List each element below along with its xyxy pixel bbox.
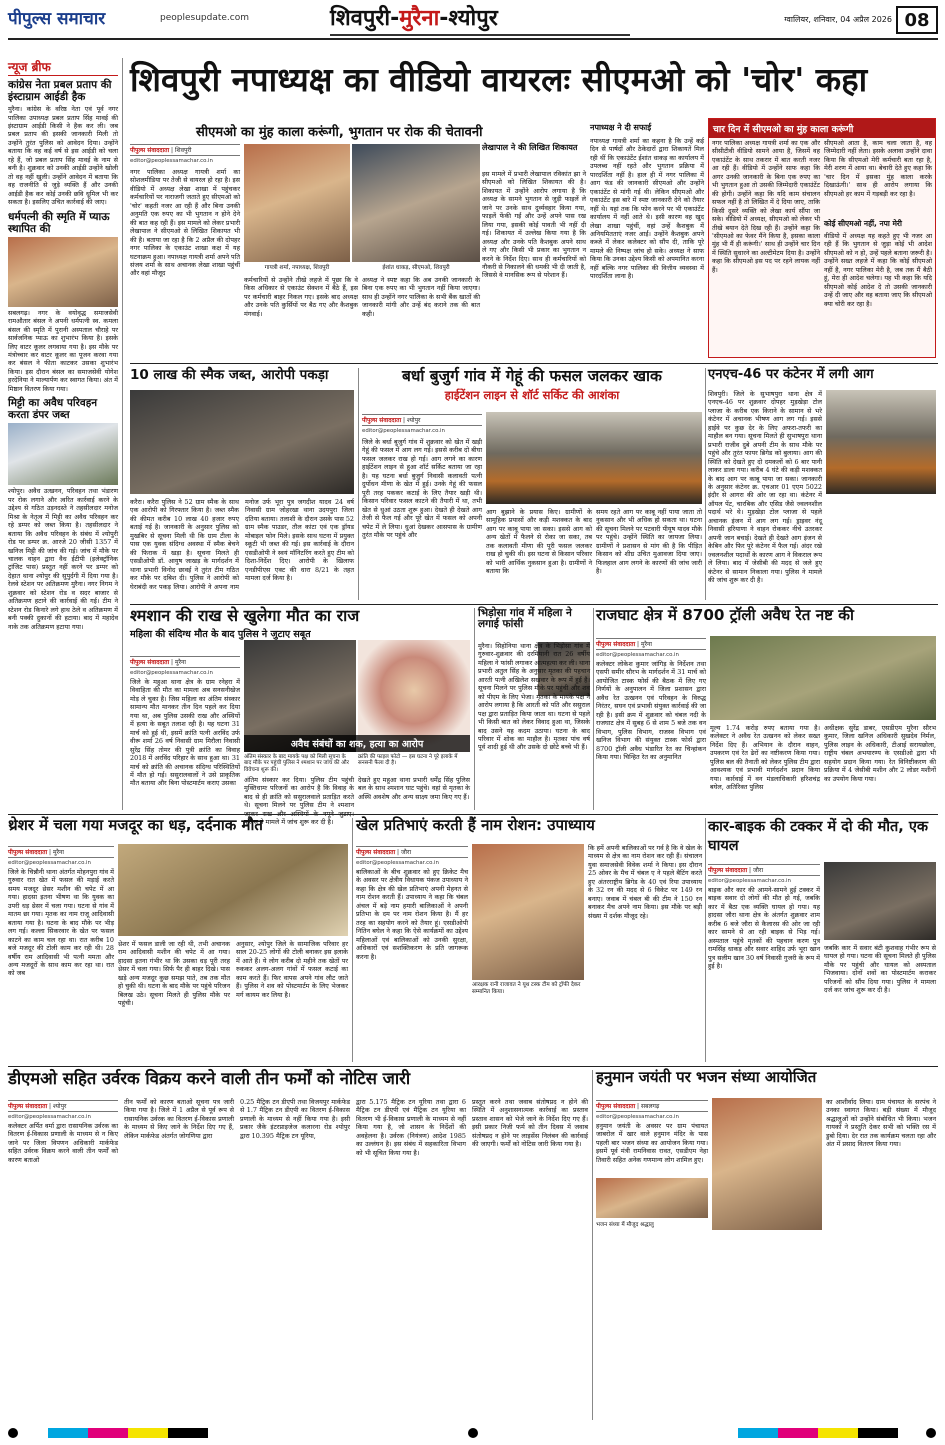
brief-headline: मिट्टी का अवैध परिवहन करता डंपर जब्त	[8, 397, 98, 422]
accident-byline-block: पीपुल्स संवाददाता | जौरा editor@peoplessamachar.co.in	[708, 862, 820, 884]
fire-col2: आग बुझाने के प्रयास किए। ग्रामीणों के सामूहिक प्रयासों और कड़ी मशक्कत के बाद आग पर काबू पाया जा सका। इससे आग को अन्य खेतों में फैलने से रोका जा सका, तब तक कलावती मीणा की पूरी फसल जलकर राख हो चुकी थी। इस घटना से किसान परिवार को भारी आर्थिक नुकसान हुआ है। ग्रामीणों ने बताया कि	[486, 508, 592, 576]
lead-sidebar-box	[708, 118, 936, 358]
fire-subheadline: हाईटेंशन लाइन से शॉर्ट सर्किट की आशंका	[444, 388, 620, 403]
hanging-headline: भिड़ोसा गांव में महिला ने लगाई फांसी	[478, 607, 572, 631]
accident-photo	[824, 862, 936, 940]
lead-box-col1: नगर पालिका अध्यक्ष गायत्री शर्मा का एक और सीसीटीवी वीडियो सामने आया है, जिसमें वह एकाउंटेंट के साथ तकरार में बात करती नजर आ रही हैं। वीडियो में उन्होंने साफ कहा कि अगर उनकी जानकारी के बिना एक रुपए का भी भुगतान हुआ तो उसकी जिम्मेदारी एकाउंटेंट की होगी। उन्होंने कहा कि यदि काम संचालन सफल नहीं है तो लिखित में दे दिया जाए, ताकि किसी दूसरे व्यक्ति को लेखा कार्य सौंपा जा सके। वीडियो में अध्यक्ष, सीएमओ को लेकर भी तीखे बयान देते दिख रही हैं। उन्होंने कहा कि 'सीएमओ का फेवर मैंने किया है, इसका काला मुंह भी मैं ही करूंगी।' साथ ही उन्होंने चार दिन में स्थिति सुधारने का अल्टीमेटम दिया है। उन्होंने कहा कि सीएमओ इस पद पर रहने लायक नहीं हैं।	[712, 139, 820, 274]
brief-photo-dumper	[8, 423, 118, 485]
section-title-right: -श्योपुर	[439, 6, 498, 31]
sand-col2: मूल्य 1.74 करोड़ रुपए बताया गया है। कलेक्टर ने अवैध रेत उत्खनन को लेकर सख्त निर्देश दिए हैं। अभियान के दौरान वाहन, उपकरण एवं रेत ढेरों का नष्टीकरण किया गया। पुलिस बल की तैनाती को लेकर पुलिस टीम द्वारा आवश्यक एवं प्रभावी मार्गदर्शन प्रदान किया गया। कार्रवाई में वन मंडलाधिकारी हरिशचंद्र बघेल, अतिरिक्त पुलिस	[710, 724, 820, 792]
sand-story	[596, 608, 936, 810]
notice-story	[8, 1070, 588, 1420]
registration-mark	[468, 1428, 478, 1438]
accident-col1: बाइक और कार की आमने-सामने हुई टक्कर में बाइक सवार दो लोगों की मौत हो गई, जबकि कार में बैठा एक व्यक्ति घायल हो गया। यह हादसा जौरा थाना क्षेत्र के अंतर्गत शुक्रवार शाम करीब 6 बजे जौरा से कैलारस की ओर जा रही कार सामने से आ रही बाइक से भिड़ गई। अस्पताल पहुंचे मृतकों की पहचान करण पुत्र रामसिंह धाकड़ और सवार शाहिद उर्फ भूरा खान पुत्र सलीम खान 30 वर्ष निवासी गुजरी के रूप में हुई है।	[708, 886, 820, 971]
fire-headline: बर्धा बुजुर्ग गांव में गेहूं की फसल जलकर खाक	[402, 367, 662, 385]
bhajan-photo	[596, 1178, 708, 1218]
sand-email[interactable]: editor@peoplessamachar.co.in	[596, 652, 679, 658]
notice-byline: पीपुल्स संवाददाता	[8, 1103, 48, 1110]
container-headline: एनएच-46 पर कंटेनर में लगी आग	[708, 367, 874, 382]
masthead	[0, 0, 945, 56]
smack-photo	[130, 390, 354, 494]
sidebar-divider	[122, 58, 123, 810]
color-swatch-cyan	[48, 1428, 88, 1438]
thresher-col2: थ्रेशर में फसल डाली जा रही थी, तभी अचानक राम आदिवासी मशीन की चपेट में आ गया। हादसा इतना गंभीर था कि उसका धड़ पूरी तरह थ्रेसर में चला गया। सिर्फ पैर ही बाहर दिखे। पास खड़े अन्य मजदूर कुछ समझ पाते, तब तक मौत हो चुकी थी। घटना के बाद मौके पर पहुंचे परिजन बिलख उठे। सूचना मिलते ही पुलिस मौके पर पहुंची।	[118, 940, 230, 1008]
sports-photo	[472, 844, 584, 980]
divider	[593, 608, 594, 810]
row4-bottom-rule	[8, 1066, 938, 1067]
bhajan-photo-large	[712, 1098, 822, 1230]
sports-byline-block: पीपुल्स संवाददाता | जौरा editor@peoplessamachar.co.in	[356, 844, 468, 866]
lead-photo1-caption: गायत्री शर्मा, नपाध्यक्ष, शिवपुरी	[264, 265, 330, 271]
lead-col3: अध्यक्ष ने स्पष्ट कहा कि अब उनकी जानकारी के बिना एक रुपए का भी भुगतान नहीं किया जाएगा। साथ ही उन्होंने नगर पालिका के सभी बैंक खातों की जानकारी मांगी और उन्हें बंद कराने तक की बात कही।	[362, 276, 480, 318]
lead-dateline: शिवपुरी	[174, 147, 192, 154]
lead-bottom-rule	[130, 363, 938, 364]
lead-headline: शिवपुरी नपाध्यक्ष का वीडियो वायरलः सीएमओ को 'चोर' कहा	[130, 60, 868, 99]
cremation-dateline: मुरैना	[174, 659, 186, 666]
sports-photo-caption: आरक्षक रानी राजावत ने यूथ टस्क टीम को ट्रॉफी देकर सम्मानित किया।	[472, 982, 581, 995]
sports-dateline: जौरा	[400, 849, 411, 856]
cremation-email[interactable]: editor@peoplessamachar.co.in	[130, 670, 213, 676]
lead-subheadline: सीएमओ का मुंह काला करूंगी, भुगतान पर रोक की चेतावनी	[196, 125, 483, 140]
bhajan-col2: का आशीर्वाद लिया। ग्राम पंचायत के सरपंच ने उनका स्वागत किया। बड़ी संख्या में मौजूद श्रद्धालुओं को उन्होंने संबोधित भी किया। भजन गायकों ने प्रस्तुति देकर सभी को भक्ति रस में डुबो दिया। देर रात तक कार्यक्रम चलता रहा और अंत में प्रसाद वितरण किया गया।	[826, 1098, 936, 1149]
fire-dateline: श्योपुर	[406, 417, 421, 424]
thresher-col3: अनुसार, श्योपुर जिले के सामाजिक परिवार हर साल 20-25 लोगों की टोली बनाकर इस इलाके में आते हैं। ये लोग करीब दो महीने तक खेतों पर रुककर अलग-अलग गांवों में फसल कटाई का काम करते हैं। फिर वापस अपने गांव लौट जाते हैं। पुलिस ने शव को पोस्टमार्टम के लिए भेजकर मर्ग कायम कर लिया है।	[236, 940, 348, 999]
cremation-byline-block: पीपुल्स संवाददाता | मुरैना editor@peoplessamachar.co.in	[130, 654, 240, 676]
thresher-story	[8, 818, 348, 1062]
cremation-headline: श्मशान की राख से खुलेगा मौत का राज	[130, 606, 360, 625]
divider	[474, 608, 475, 810]
dateline: ग्वालियर, शनिवार, 04 अप्रैल 2026	[784, 15, 892, 24]
lead-photo2-caption: ईशांत धाकड़, सीएमओ, शिवपुरी	[382, 265, 450, 271]
thresher-byline: पीपुल्स संवाददाता	[8, 849, 48, 856]
bhajan-story	[596, 1070, 936, 1420]
row2-bottom-rule	[130, 604, 938, 605]
notice-col4: द्वारा 5.175 मैट्रिक टन यूरिया तथा द्वारा 6 मैट्रिक टन डीएपी एवं मैट्रिक टन यूरिया का वितरण भी ई-विकास प्रणाली के माध्यम से नहीं किया गया है, जो शासन के निर्देशों की अवहेलना है। उर्वरक (नियंत्रण) आदेश 1985 का उल्लंघन है। इस संबंध में सहकारिता विभाग को भी सूचित किया गया है।	[356, 1098, 466, 1157]
bhajan-col1: हनुमान जयंती के अवसर पर ग्राम पंचायत जाबरोल में खार वाले हनुमान मंदिर के पास पहली बार भजन संध्या का आयोजन किया गया। इसमें पूर्व मंत्री रामनिवास रावत, एसडीएम नेहा तिवारी सहित अनेक गणमान्य लोग शामिल हुए।	[596, 1122, 708, 1164]
divider	[352, 818, 353, 1062]
container-body: शिवपुरी। जिले के सुभाषपुरा थाना क्षेत्र में एनएच-46 पर शुक्रवार दोपहर मुड़खेड़ा टोल प्लाजा के करीब एक किराने के सामान से भरे कंटेनर में अचानक भीषण आग लग गई। इससे हाईवे पर कुछ देर के लिए अफरा-तफरी का माहौल बन गया। सूचना मिलते ही सुभाषपुरा थाना प्रभारी राजीव दुबे अपनी टीम के साथ मौके पर पहुंचे और तुरंत फायर ब्रिगेड को बुलाया। आग की स्थिति को देखते हुए दो दमकलों को 6 बार पानी लाकर डाला गया। करीब 4 घंटे की कड़ी मशक्कत के बाद आग पर काबू पाया जा सका। जानकारी के अनुसार कंटेनर क्र. एचआर 01 एएम 5022 इंदौर से आगरा की ओर जा रहा था। कंटेनर में ऑयल पेंट, चारबिक और एसिड जैसे ज्वलनशील पदार्थ भरे थे। मुड़खेड़ा टोल प्लाजा से पहले अचानक इंजन में आग लग गई। ड्राइवर नंदू निवासी हरियाणा ने वाहन रोककर नीचे उतरकर अपनी जान बचाई। देखते ही देखते आग इंजन से केबिन और फिर पूरे कंटेनर में फैल गई। अंदर रखे ज्वलनशील पदार्थों के कारण आग ने विकराल रूप ले लिया। बाद में जेसीबी की मदद से जले हुए कंटेनर से सामान निकाला गया। पुलिस ने मामले की जांच शुरू कर दी है।	[708, 390, 822, 584]
registration-mark	[8, 1428, 18, 1438]
section-title-mid: मुरैना	[399, 6, 440, 31]
notice-dateline: श्योपुर	[52, 1103, 67, 1110]
sand-col1: कलेक्टर लोकेश कुमार जांगिड़ के निर्देशन तथा एसपी समीर सौरभ के मार्गदर्शन में 31 मार्च को आयोजित टास्क फोर्स की बैठक में लिए गए निर्णयों के अनुपालन में जिला प्रशासन द्वारा अवैध रेत उत्खनन एवं परिवहन के विरुद्ध निरंतर, सघन एवं प्रभावी संयुक्त कार्रवाई की जा रही है। इसी क्रम में शुक्रवार को चंबल नदी के राजघाट क्षेत्र में सुबह 6 से शाम 5 बजे तक वन विभाग, पुलिस विभाग, राजस्व विभाग एवं खनिज विभाग की संयुक्त टास्क फोर्स द्वारा 8700 ट्रॉली अवैध भंडारित रेत का चिन्हांकन किया गया। चिन्हित रेत का अनुमानित	[596, 660, 706, 761]
accident-headline: कार-बाइक की टक्कर में दो की मौत, एक घायल	[708, 819, 929, 854]
brief-headline: धर्मपत्नी की स्मृति में प्याऊ स्थापित की	[8, 210, 110, 235]
bhajan-photo-caption: भजन संध्या में मौजूद श्रद्धालु	[596, 1222, 654, 1228]
registration-mark	[926, 1428, 936, 1438]
smack-story	[130, 368, 354, 600]
masthead-website[interactable]: peoplesupdate.com	[160, 13, 249, 23]
notice-col2: तीन फर्मों को कारण बताओ सूचना पत्र जारी किया गया है। जिले में 1 अप्रैल से पूर्व रूप से रासायनिक उर्वरक का वितरण ई-विकास प्रणाली के माध्यम से किए जाने के निर्देश दिए गए हैं, लेकिन मार्कफेड अंतर्गत जोगणिया द्वारा	[124, 1098, 234, 1140]
smack-headline: 10 लाख की स्मैक जब्त, आरोपी पकड़ा	[130, 367, 329, 383]
accident-email[interactable]: editor@peoplessamachar.co.in	[708, 878, 791, 884]
thresher-byline-block: पीपुल्स संवाददाता | मुरैना editor@peoplessamachar.co.in	[8, 844, 114, 866]
fire-byline: पीपुल्स संवाददाता	[362, 417, 402, 424]
cremation-photo-overlay: अवैध संबंधों का शक, हत्या का आरोप	[244, 735, 470, 752]
lead-col2: कर्मचारियों से उन्होंने तीखे लहजे में पूछा कि वे किस अधिकार से एकाउंट सेक्शन में बैठे हैं, इस पर कर्मचारी बाहर निकल गए। इसके बाद अध्यक्ष और उनके पति कुर्सियों पर बैठ गए और कैशबुक मंगवाई।	[244, 276, 358, 318]
brief-body: श्योपुर। अवैध उत्खनन, परिवहन तथा भंडारण पर रोक लगाने और त्वरित कार्रवाई करने के उद्देश्य से गठित उड़नदस्ते ने तहसीलदार मनोज मिश्रा के नेतृत्व में मिट्टी का अवैध परिवहन कर रहे डम्पर को जब्त किया है। तहसीलदार ने बताया कि अवैध परिवहन के संबंध में श्योपुरी रोड पर डम्पर क्र. आरजे 20 जीसी 1357 में खनिज मिट्टी की जांच की गई। जांच में मौके पर चालक वाहन द्वारा वैध ईटीपी (इलेक्ट्रॉनिक ट्रांजिट पास) प्रस्तुत नहीं करने पर डम्पर को देहात थाना श्योपुर की सुपुर्दगी में दिया गया है। रेलवे स्टेशन पर अतिक्रमण मुरैना। नगर निगम ने शुक्रवार को स्टेशन रोड व सदर बाजार से अतिक्रमण हटाने की कार्रवाई की गई। टीम ने स्टेशन रोड किनारे लगे हाथ ठेले व अतिक्रमण में बनी पक्की दुकानों की हटाया। बाद में महादेव नाके तक अतिक्रमण हटाया गया।	[8, 487, 118, 631]
sports-headline: खेल प्रतिभाएं करती हैं नाम रोशन: उपाध्याय	[356, 816, 595, 834]
divider	[358, 368, 359, 600]
bhajan-email[interactable]: editor@peoplessamachar.co.in	[596, 1114, 679, 1120]
color-swatch-cyan	[738, 1428, 778, 1438]
cremation-col2: अंतिम संस्कार कर दिया। पुलिस टीम पहुंची मुक्तिधामः परिजनों का आरोप है कि विवाह के बाद से ही क्रांति को ससुरालवाले प्रताड़ित करते थे। सूचना मिलने पर पुलिस टीम ने श्मशान पुलिस ने मामले में जांच शुरू कर दी है।	[244, 776, 354, 827]
notice-headline: डीएमओ सहित उर्वरक विक्रय करने वाली तीन फर्मों को नोटिस जारी	[8, 1069, 411, 1088]
sand-byline: पीपुल्स संवाददाता	[596, 641, 636, 648]
sand-byline-block: पीपुल्स संवाददाता | मुरैना editor@peoplessamachar.co.in	[596, 636, 706, 658]
sand-photo	[710, 636, 936, 720]
row3-bottom-rule	[8, 814, 938, 815]
lead-box-col2: सीएमओ आता है, काम चला जाता है, वह जिम्मेदारी नहीं लेता। इसके अलावा उन्होंने दावा किया कि सीएमओ मेरी कर्मचारी बता रहा है, मेरी शरण में आया था। बेचारी देते हुए कहा कि 'चार दिन में इसका मुंह काला करके दिखाऊंगी।' साथ ही आरोप लगाया कि सीएमओ हर काम में गड़बड़ी कर रहा है।	[824, 139, 932, 198]
thresher-headline: थ्रेशर में चला गया मजदूर का धड़, दर्दनाक मौत	[8, 816, 263, 834]
smack-body: करैरा। करैरा पुलिस ने 52 ग्राम स्मैक के साथ एक आरोपी को गिरफ्तार किया है। जब्त स्मैक की कीमत करीब 10 लाख 40 हजार रुपए बताई गई है। जानकारी के अनुसार पुलिस को मुखबिर से सूचना मिली थी कि ग्राम टीला के पास एक युवक संदिग्ध अवस्था में स्मैक बेचने की फिराक में खड़ा है। सूचना मिलते ही एसडीओपी डॉ. आयुष जाखड़ के मार्गदर्शन में थाना प्रभारी विनोद छावई ने तुरंत टीम गठित कर मौके पर दबिश दी। पुलिस ने आरोपी को घेराबंदी कर पकड़ लिया। आरोपी ने अपना नाम मनोज उर्फ भूरा पुत्र जगदीश यादव 24 वर्ष निवासी ग्राम जोहरखा थाना उदयपुरा जिला दतिया बताया। तलाशी के दौरान उसके पास 52 ग्राम स्मैक पाउडर, तौल कांटा एवं एक ड्रॉयड मोबाइल फोन मिले। इसके साथ घटना में प्रयुक्त स्कूटी भी जब्त की गई। इस कार्रवाई के दौरान एसडीओपी ने स्वयं मॉनिटरिंग करते हुए टीम को दिशा-निर्देश दिए। आरोपी के खिलाफ एनडीपीएस एक्ट की धारा 8/21 के तहत मामला दर्ज किया है।	[130, 498, 354, 591]
thresher-col1: जिले के चिन्नौनी थाना अंतर्गत मोहनपुरा गांव में गुरुवार रात खेत में फसल की मड़ाई करते समय मजदूर थ्रेसर मशीन की चपेट में आ गया। हादसा इतना भीषण था कि युवक का उपरी धड़ थ्रेसर में चला गया। घटना से गांव में मातम छा गया। मृतक का नाम राजू आदिवासी बताया गया है। घटना के बाद मौके पर भीड़ लग गई। कल्ला सिकरवार के खेत पर फसल काटने का काम चल रहा था। रात करीब 10 बजे मजदूर की टोली काम कर रही थी। 28 वर्षीय राम आदिवासी भी पत्नी ममता और अन्य मजदूरों के साथ काम कर रहा था। रात को जब	[8, 868, 114, 978]
sports-col2: कि हमें अपनी बालिकाओं पर गर्व है कि वे खेल के माध्यम से क्षेत्र का नाम रोशन कर रही हैं। संचालन युवा समाजसेवी विवेक शर्मा ने किया। इस दौरान 25 ओवर के मैच में चंबल ए ने पहले बैटिंग करते हुए अंतरराष्ट्रीय ब्रिगेड के 40 एवं रिया उपाध्याय के 32 रन की मदद से 6 विकेट पर 149 रन बनाए। जवाब में चंबल बी की टीम ने 150 रन बनाकर मैच अपने नाम किया। इस मौके पर बड़ी संख्या में दर्शक मौजूद रहे।	[588, 844, 702, 920]
lead-byline: पीपुल्स संवाददाता	[130, 147, 170, 154]
section-title	[330, 2, 630, 36]
lead-box-col3: वीडियो में अध्यक्ष यह कहते हुए भी नजर आ रही हैं कि भुगतान से जुड़ा कोई भी आदेश सीएमओ को न हो, उन्हें पहले बताना जरूरी है। उन्होंने सख्त लहजे में कहा कि कोई सीएमओ नहीं है, नगर पालिका मेरी है, जब तक मैं बैठी हूं, मेरा ही आदेश चलेगा। यह भी कहा कि यदि सीएमओ कोई आदेश दे तो उसकी जानकारी उन्हें दी जाए और वह बताया जाए कि सीएमओ क्या चोरी कर रहा है।	[824, 232, 932, 308]
hanging-body: मुरैना। सिहोनिया थाना क्षेत्र के भिड़ोसा गांव में गुरुवार-शुक्रवार की दरमियानी रात 26 वर्षीय महिला ने फांसी लगाकर आत्महत्या कर ली। थाना प्रभारी अतुल सिंह के अनुसार मृतका की पहचान आरती पत्नी अखिलेश सखवार के रूप में हुई है। सूचना मिलने पर पुलिस मौके पर पहुंची और शव को पीएम के लिए भेजा। मृतका के मायके पक्ष ने आरोप लगाया है कि आरती को पति और ससुराल पक्ष द्वारा प्रताड़ित किया जाता था। घटना से पहले भी किसी बात को लेकर विवाद हुआ था, जिसके बाद उसने यह कदम उठाया। घटना के बाद परिवार में शोक का माहौल है। मृतका पांच वर्ष पूर्व शादी हुई थी और उसके दो छोटे बच्चे भी हैं।	[478, 642, 590, 752]
lead-col4: इस मामले में प्रभारी लेखापाल रविकांत झा ने सीएमओ को लिखित शिकायत की है। शिकायत में उन्होंने आरोप लगाया है कि अध्यक्ष के सामने भुगतान से जुड़ी फाइलें ले जाने पर उनके साथ दुर्व्यवहार किया गया, फाइलें फेंकी गईं और उन्हें अपने पास रख लिया गया, इसकी कोई पावती भी नहीं दी गई। शिकायत में उल्लेख किया गया है कि अध्यक्ष और उनके पति कैशबुक अपने साथ ले गए और किसी भी प्रकार का भुगतान न करने के निर्देश दिए। साथ ही कर्मचारियों को नौकरी से निकालने की धमकी भी दी जाती है, जिससे वे मानसिक रूप से परेशान हैं।	[482, 170, 586, 280]
notice-byline-block: पीपुल्स संवाददाता | श्योपुर editor@peoplessamachar.co.in	[8, 1098, 118, 1120]
masthead-logo: पीपुल्स समाचार	[8, 9, 106, 29]
fire-col1: जिले के बर्धा बुजुर्ग गांव में शुक्रवार को खेत में खड़ी गेहूं की फसल में आग लग गई। इससे करीब दो बीघा फसल जलकर राख हो गई। आग लगने का कारण हाईटेंशन लाइन से हुआ शॉर्ट सर्किट बताया जा रहा है। यह घटना बर्धा बुजुर्ग निवासी कलावती पत्नी दुर्योधन मीणा के खेत में हुई। उनके गेहूं की फसल पूरी तरह पककर कटाई के लिए तैयार खड़ी थी। किसान परिवार फसल काटने की तैयारी में था, तभी खेत से धुआं उठता शुरू हुआ। देखते ही देखते आग तेजी से फैल गई और पूरे खेत में फसल को अपनी चपेट में ले लिया। धुआं देखकर आसपास के ग्रामीण तुरंत मौके पर पहुंचे और	[362, 438, 482, 539]
cremation-story	[130, 606, 470, 827]
brief-headline: कांग्रेस नेता प्रबल प्रताप की इंस्टाग्राम आईडी हैक	[8, 79, 112, 104]
lead-box-headline: चार दिन में सीएमओ का मुंह काला करूंगी	[709, 119, 935, 138]
notice-col5: प्रस्तुत करने तथा जवाब संतोषप्रद न होने की स्थिति में अनुशासनात्मक कार्रवाई का प्रस्ताव प्रस्ताव शासन को भेजे जाने के निर्देश दिए गए हैं। इसी प्रकार निजी फर्म को तीन दिवस में जवाब संतोषप्रद न होने पर लाइसेंस निलंबन की कार्रवाई की जाएगी। फर्मों को नोटिस जारी किया गया है।	[472, 1098, 588, 1149]
color-swatch-black	[168, 1428, 208, 1438]
cremation-col1: जिले के महुआ थाना क्षेत्र के ग्राम रनेहरा में विवाहिता की मौत का मामला अब सनसनीखेज मोड़ ले चुका है। जिस महिला का अंतिम संस्कार सामान्य मौत मानकर तीन दिन पहले कर दिया गया था, अब पुलिस उसकी राख और अस्थियों में हत्या के सबूत तलाश रही है। यह घटना 31 मार्च को हुई थी, इसमें क्रांति पत्नी अरविंद उर्फ वीरू शर्मा 26 वर्ष निवासी ग्राम मिरौला निवासी सुरेंद्र सिंह तोमर की पुत्री क्रांति का विवाह 2018 में अरविंद परिहार के साथ हुआ था। 31 मार्च को क्रांति की अचानक संदिग्ध परिस्थितियों में मौत हो गई। ससुरालवालों ने उसे प्राकृतिक मौत बताया और बिना पोस्टमार्टम कराए उसका	[130, 678, 240, 788]
lead-photo-president	[244, 144, 350, 262]
sand-headline: राजघाट क्षेत्र में 8700 ट्रॉली अवैध रेत नष्ट की	[596, 606, 854, 624]
masthead-rule	[8, 38, 938, 40]
hanging-story	[478, 608, 590, 810]
bhajan-headline: हनुमान जयंती पर भजन संध्या आयोजित	[596, 1068, 817, 1086]
newsbrief-label: न्यूज ब्रीफ	[8, 58, 118, 76]
lead-sub2-headline: लेखापाल ने की लिखित शिकायत	[482, 143, 578, 152]
accident-col2: जबकि कार में सवार बंटी कुशवाह गंभीर रूप से घायल हो गया। घटना की सूचना मिलते ही पुलिस मौके पर पहुंची और घायल को अस्पताल भिजवाया। दोनों शवों का पोस्टमार्टम कराकर परिजनों को सौंप दिया गया। पुलिस ने मामला दर्ज कर जांच शुरू कर दी है।	[824, 944, 936, 995]
cremation-subheadline: महिला की संदिग्ध मौत के बाद पुलिस ने जुटाए सबूत	[130, 628, 311, 640]
lead-col1: नगर पालिका अध्यक्ष गायत्री शर्मा का सोशलमीडिया पर तेजी से वायरल हो रहा है। इस वीडियो में अध्यक्ष लेखा शाखा में पहुंचकर कर्मचारियों पर नाराजगी जताते हुए सीएमओ को 'चोर' कहती नजर आ रही हैं और बिना उनकी अनुमति एक रुपए का भी भुगतान न होने देने की बात कह रही हैं। इस मामले को लेकर प्रभारी लेखापाल ने सीएमओ से लिखित शिकायत भी की है। बताया जा रहा है कि 2 अप्रैल की दोपहर नगर पालिका के एकाउंट शाखा कक्ष में यह घटनाक्रम हुआ। नपाध्यक्ष गायत्री शर्मा अपने पति संजय शर्मा के साथ अचानक लेखा शाखा पहुंचीं और वहां मौजूद	[130, 168, 240, 278]
divider	[592, 1070, 593, 1420]
sports-story	[356, 818, 702, 1062]
notice-col1: कलेक्टर अर्पित वर्मा द्वारा रासायनिक उर्वरक का वितरण ई-विकास प्रणाली के माध्यम से न किए जाने पर जिला विपणन अधिकारी मार्कफेड सहित उर्वरक विक्रय करने वाली तीन फर्मों को कारण बताओ	[8, 1122, 118, 1164]
lead-sub3-headline: नपाध्यक्ष ने दी सफाई	[590, 123, 652, 132]
footer-color-bar	[8, 1428, 938, 1438]
bhajan-byline-block: पीपुल्स संवाददाता | सबलगढ़ editor@peoplessamachar.co.in	[596, 1098, 708, 1120]
sports-col1: बालिकाओं के बीच शुक्रवार को हुए क्रिकेट मैच के अवसर पर क्षेत्रीय विधायक पंकज उपाध्याय ने कहा कि क्षेत्र की खेल प्रतिभाएं अपनी मेहनत से नाम रोशन करती हैं। उपाध्याय ने कहा कि चंबल अंचल में बड़े नाम हमारी बालिकाओं ने अपनी प्रतिभा के दम पर नाम रोशन किया है। मैं हर तरह का सहयोग करने को तैयार हूं। एसडीओपी नितिन बघेल ने कहा कि ऐसे कार्यक्रमों का उद्देश्य महिलाओं एवं बालिकाओं को उनकी सुरक्षा, अधिकारों एवं सशक्तिकरण के प्रति जागरूक करना है।	[356, 868, 468, 961]
brief-body: मुरैना। कांग्रेस के वरिष्ठ नेता एवं पूर्व नगर पालिका उपाध्यक्ष प्रबल प्रताप सिंह मावई की इंस्टाग्राम आईडी किसी ने हैक कर ली। जब प्रबल प्रताप की इसकी जानकारी मिली तो उन्होंने तुरंत पुलिस को आवेदन दिया। उन्होंने बताया कि वह कई वर्ष से इस आईडी को चला रहे हैं, जो प्रबल प्रताप सिंह मावई के नाम से बनी है। शुक्रवार को उनकी आईडी उन्होंने खोली तो वह नहीं खुली। उन्होंने आवेदन में बताया कि वह राजनीति से जुड़े व्यक्ति हैं और उनकी आईडी हैक कर कोई उनकी छवि धूमिल भी कर सकता है। इसलिए उचित कार्रवाई की जाए।	[8, 105, 118, 207]
fire-byline-block: पीपुल्स संवाददाता | श्योपुर editor@peoplessamachar.co.in	[362, 412, 482, 434]
thresher-dateline: मुरैना	[52, 849, 64, 856]
divider	[705, 818, 706, 1062]
sports-byline: पीपुल्स संवाददाता	[356, 849, 396, 856]
lead-box-sub: कोई सीएमओ नहीं, नपा मेरी	[824, 219, 902, 228]
color-swatch-magenta	[88, 1428, 128, 1438]
thresher-email[interactable]: editor@peoplessamachar.co.in	[8, 860, 91, 866]
page-number: 08	[896, 6, 938, 34]
fire-email[interactable]: editor@peoplessamachar.co.in	[362, 428, 445, 434]
fire-story	[362, 368, 702, 600]
cremation-photo2-caption: क्रांति की फाइल फोटो — इस घटना ने पूरे इलाके में सनसनी फैला दी है।	[358, 754, 458, 767]
notice-email[interactable]: editor@peoplessamachar.co.in	[8, 1114, 91, 1120]
accident-story	[708, 818, 936, 1062]
color-swatch-yellow	[818, 1428, 858, 1438]
sports-email[interactable]: editor@peoplessamachar.co.in	[356, 860, 439, 866]
bhajan-dateline: सबलगढ़	[640, 1103, 660, 1110]
color-swatch-yellow	[128, 1428, 168, 1438]
divider	[705, 368, 706, 600]
section-title-left: शिवपुरी-	[330, 6, 400, 31]
newsbrief-column	[8, 58, 118, 810]
fire-col3: समय रहते आग पर काबू नहीं पाया जाता तो नुकसान और भी अधिक हो सकता था। घटना की सूचना मिलने पर पटवारी पीयूष यादव मौके पर पहुंचे। उन्होंने स्थिति का जायजा लिया। ग्रामीणों ने प्रशासन से मांग की है कि पीड़ित किसान को शीघ्र उचित मुआवजा दिया जाए। फिलहाल आग लगने के कारणों की जांच जारी है।	[596, 508, 702, 576]
color-swatch-black	[858, 1428, 898, 1438]
sand-dateline: मुरैना	[640, 641, 652, 648]
lead-email[interactable]: editor@peoplessamachar.co.in	[130, 158, 213, 164]
brief-photo-water-cooler	[8, 237, 118, 307]
fire-photo	[486, 412, 702, 504]
container-photo	[826, 390, 936, 494]
accident-byline: पीपुल्स संवाददाता	[708, 867, 748, 874]
lead-col5: नपाध्यक्ष गायत्री शर्मा का कहना है कि उन्हें कई दिन से पार्षदों और ठेकेदारों द्वारा शिकायतें मिल रही थीं कि एकाउंटेंट ईशांत धाकड़ का कार्यालय में उपलब्ध नहीं रहते और भुगतान प्रक्रिया में पारदर्शिता नहीं है। हाल ही में नगर पालिका में आग फंड की जानकारी सीएमओ और उन्होंने एकाउंटेंट से मांगी गई थी। लेकिन सीएमओ और एकाउंटेंट इस बारे में स्पष्ट जानकारी देने को तैयार नहीं थे। यहां तक कि फोन करने पर भी एकाउंटेंट कार्यालय में नहीं आते थे। इसी कारण वह खुद लेखा शाखा पहुंचीं, वहां उन्हें कैशबुक में अनियमितताएं नजर आईं। उन्होंने कैशबुक अपने कब्जे में लेकर कलेक्टर को सौंप दी, ताकि पूरे मामले की निष्पक्ष जांच हो सके। अध्यक्ष ने साफ किया कि उनका उद्देश्य किसी को अपमानित करना नहीं बल्कि नगर पालिका की वित्तीय व्यवस्था में पारदर्शिता लाना है।	[590, 137, 704, 281]
lead-byline-block: पीपुल्स संवाददाता | शिवपुरी editor@peoplessamachar.co.in	[130, 142, 240, 164]
bhajan-byline: पीपुल्स संवाददाता	[596, 1103, 636, 1110]
notice-col3: 0.25 मैट्रिक टन डीएपी तथा विजयपुर मार्कफेड से 1.7 मैट्रिक टन डीएपी का वितरण ई-विकास प्रणाली के माध्यम से नहीं किया गया है। इसी प्रकार जैके इंटरप्राइजेज कलारना रोड श्योपुर द्वारा 10.395 मैट्रिक टन यूरिया,	[240, 1098, 350, 1140]
container-story	[708, 368, 936, 600]
cremation-col3: देखते हुए महुआ थाना प्रभारी धर्मेंद्र सिंह पुलिस बल के साथ श्मशान घाट पहुंचे। वहां से मृतका के अस्थि अवशेष और अन्य साक्ष्य जमा किए गए हैं।	[358, 776, 470, 801]
brief-body: सबलगढ़। नगर के वयोवृद्ध समाजसेवी रामऔतार बंसल ने अपनी धर्मपत्नी स्व. कमला बंसल की स्मृति में पुरानी अस्पताल चौराहे पर सार्वजनिक प्याऊ का शुभारंभ किया है। इसके लिए वाटर कूलर लगवाया गया है। इस मौके पर मंत्रोच्चार कर वाटर कूलर का पूजन करवा गया कर बंसल ने फीता काटकर उसका शुभारंभ किया। इस दौरान बंसल का समाजसेवी योगेश हरदेनिया ने माल्यार्पण कर स्वागत किया। अंत में मिष्ठान वितरण किया गया।	[8, 308, 118, 393]
accident-dateline: जौरा	[752, 867, 763, 874]
color-swatch-magenta	[778, 1428, 818, 1438]
lead-photo-cmo	[352, 144, 480, 262]
sand-col3: अधीक्षक सुरेंद्र डाबर, एसडीएम मुरैना सौरभ कुमार, जिला खनिज अधिकारी सुखदेव निर्मल, पुलिस लाइन के अधिकारी, टीआई सरायछोला, राष्ट्रीय चंबल अभयारण्य के एसडीओ द्वारा भी सहयोग प्रदान किया गया। रेत विनिष्टीकरण की प्रक्रिया में 4 जेसीबी मशीन और 2 लोडर मशीनों का उपयोग किया गया।	[824, 724, 936, 783]
cremation-byline: पीपुल्स संवाददाता	[130, 659, 170, 666]
cremation-photo1-caption: अंतिम संस्कार के बाद मायके पक्ष को मिली सूचना के बाद मौके पर पहुंची पुलिस ने श्मशान पर जांच की और विवेचना शुरू की।	[244, 754, 349, 773]
thresher-photo	[118, 844, 348, 936]
